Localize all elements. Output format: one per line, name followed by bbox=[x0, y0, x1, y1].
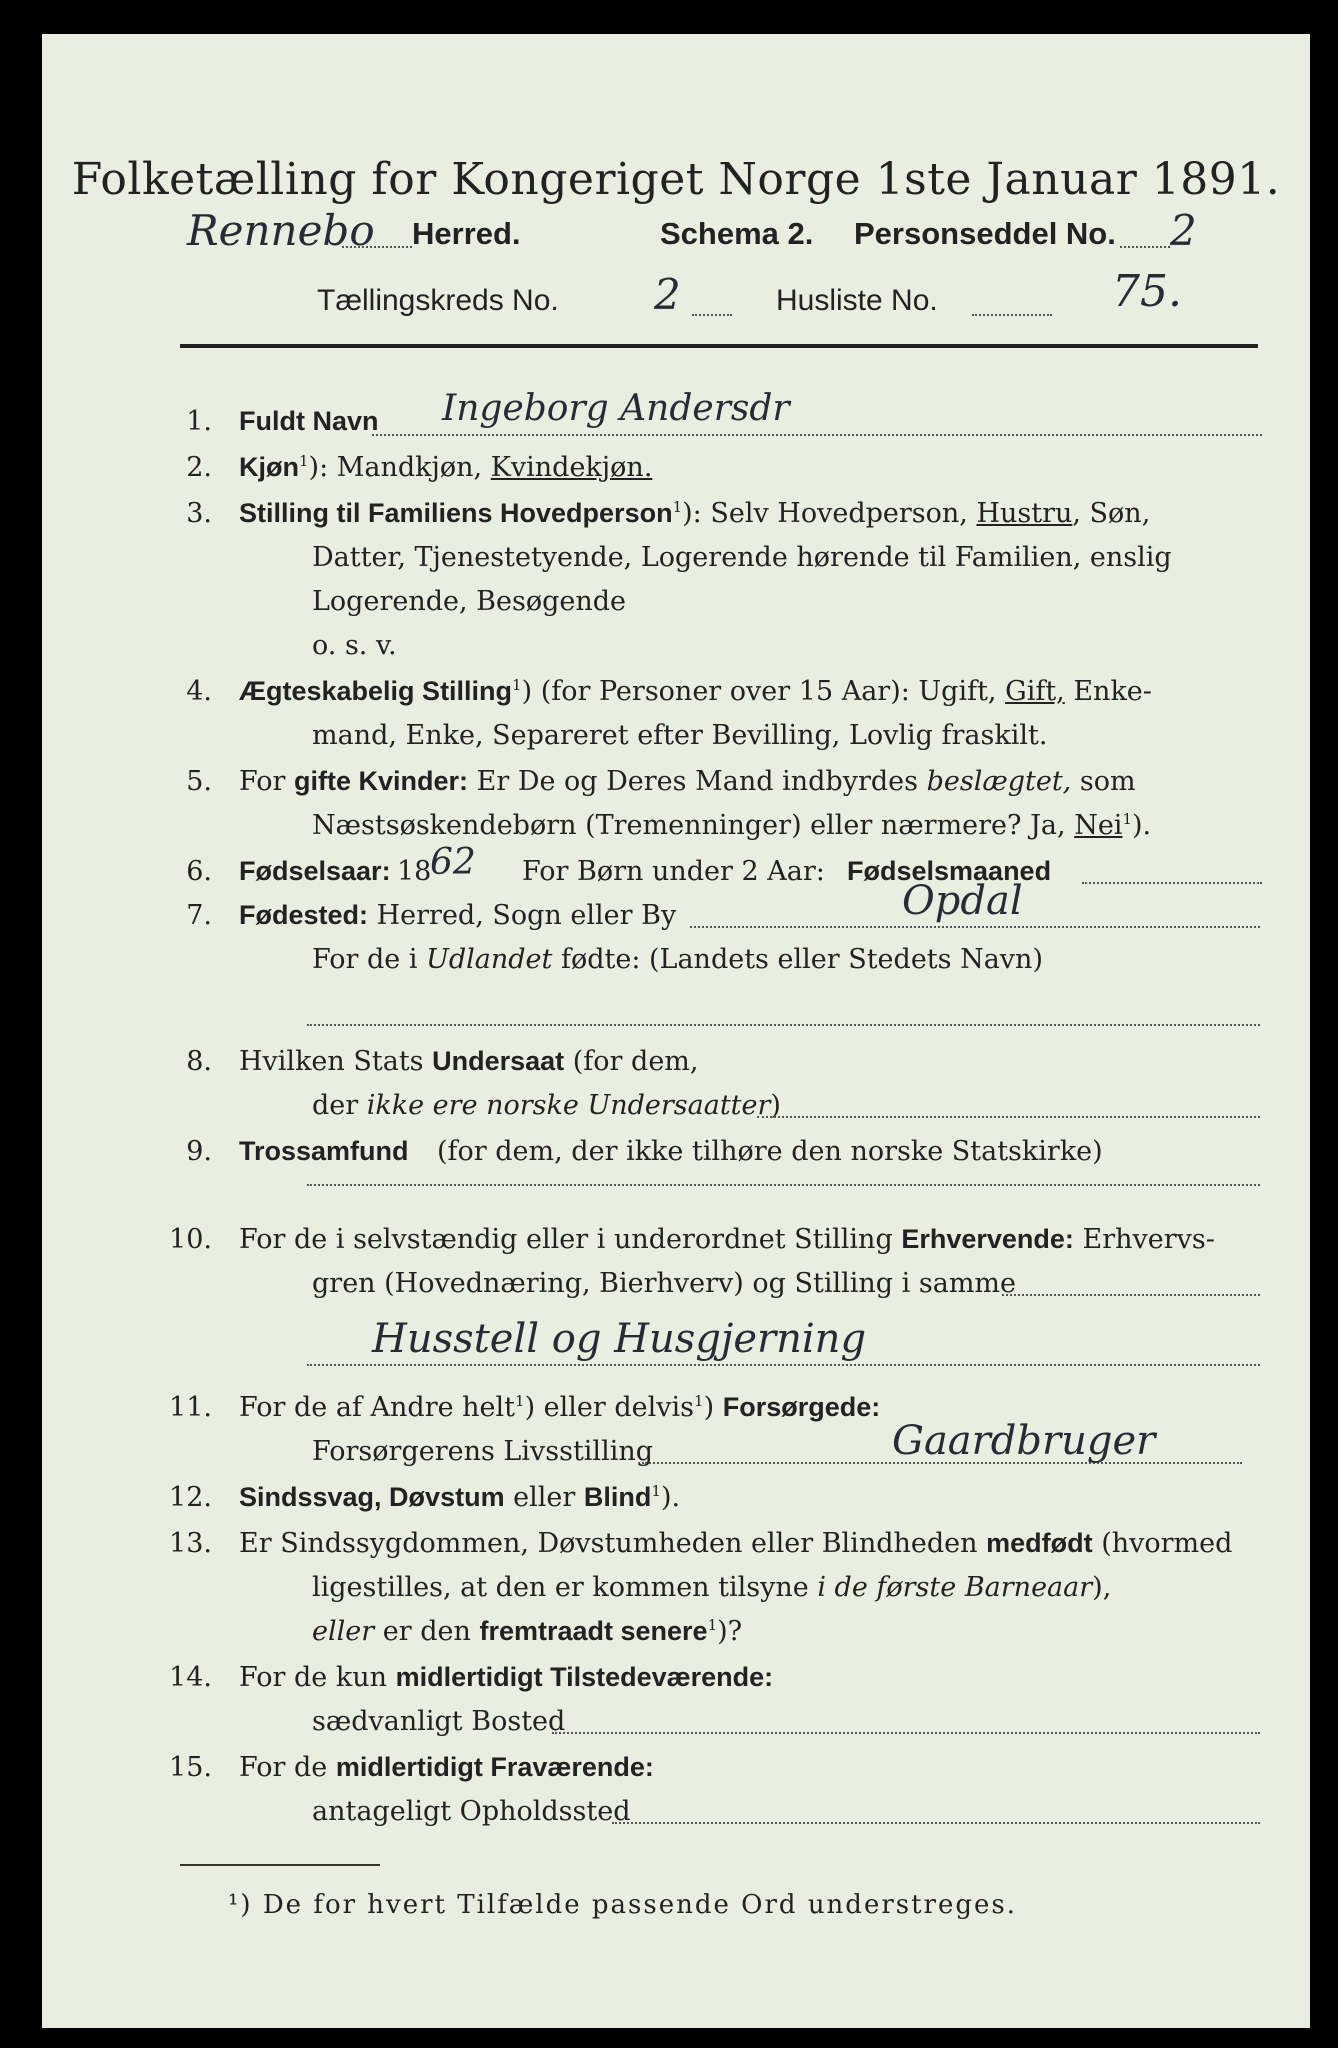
dotted-line bbox=[757, 1116, 1260, 1118]
item-number: 5. bbox=[186, 766, 212, 797]
kinship-selected: Nei bbox=[1074, 810, 1123, 841]
dotted-line bbox=[552, 1732, 1260, 1734]
item-text: Hvilken Stats bbox=[239, 1046, 424, 1077]
full-name-label: Fuldt Navn bbox=[239, 406, 379, 436]
religion-label: Trossamfund bbox=[239, 1136, 409, 1166]
item-text: (for dem, der ikke tilhøre den norske Statskirke) bbox=[437, 1136, 1103, 1167]
item-text: beslægtet, bbox=[926, 766, 1072, 797]
herred-handwritten: Rennebo bbox=[187, 206, 375, 255]
item-text: Herred, Sogn eller By bbox=[376, 900, 677, 931]
sex-selected: Kvindekjøn. bbox=[490, 452, 653, 483]
schema-label: Schema 2. bbox=[660, 216, 814, 251]
item-text: )? bbox=[717, 1616, 743, 1647]
item-number: 10. bbox=[169, 1224, 212, 1255]
item-number: 6. bbox=[186, 856, 212, 887]
header-row-2 bbox=[42, 266, 1310, 326]
item-text: Er De og Deres Mand indbyrdes bbox=[476, 766, 918, 797]
marital-status-selected: Gift, bbox=[1005, 676, 1065, 707]
marital-status-options: Enke- bbox=[1064, 676, 1152, 707]
item-text: antageligt Opholdssted bbox=[312, 1796, 631, 1827]
item-text: ikke ere norske Undersaatter bbox=[366, 1090, 771, 1121]
birthplace-label: Fødested: bbox=[239, 900, 369, 930]
item-text: fødte: (Landets eller Stedets Navn) bbox=[560, 944, 1043, 975]
item-text: (for dem, bbox=[572, 1046, 699, 1077]
footnote: ¹) De for hvert Tilfælde passende Ord understreges. bbox=[228, 1890, 1018, 1920]
family-position-options: o. s. v. bbox=[312, 630, 397, 661]
dotted-line bbox=[1002, 1294, 1260, 1296]
item-text: For de i bbox=[312, 944, 418, 975]
item-number: 9. bbox=[186, 1136, 212, 1167]
family-position-label: Stilling til Familiens Hovedperson bbox=[239, 498, 673, 528]
item-text: For bbox=[239, 766, 286, 797]
herred-label: Herred. bbox=[412, 216, 521, 251]
header-row-1 bbox=[42, 206, 1310, 262]
family-position-options: Datter, Tjenestetyende, Logerende hørende til Familien, enslig bbox=[312, 542, 1172, 573]
nationality-label: Undersaat bbox=[432, 1046, 565, 1076]
temporary-absent-label: midlertidigt Fraværende: bbox=[335, 1752, 654, 1782]
dotted-line bbox=[342, 246, 412, 248]
family-position-options: , Søn, bbox=[1072, 498, 1151, 529]
dotted-line bbox=[972, 314, 1052, 316]
personseddel-handwritten: 2 bbox=[1170, 206, 1197, 255]
item-number: 14. bbox=[169, 1662, 212, 1693]
item-number: 4. bbox=[186, 676, 212, 707]
occupation-handwritten: Husstell og Husgjerning bbox=[372, 1316, 867, 1362]
item-number: 11. bbox=[169, 1392, 212, 1423]
item-text: eller bbox=[312, 1616, 375, 1647]
marital-status-options: mand, Enke, Separeret efter Bevilling, Lovlig fraskilt. bbox=[312, 720, 1048, 751]
item-number: 3. bbox=[186, 498, 212, 529]
form-title: Folketælling for Kongeriget Norge 1ste Januar 1891. bbox=[71, 154, 1281, 205]
family-position-selected: Hustru bbox=[976, 498, 1073, 529]
item-number: 12. bbox=[169, 1482, 212, 1513]
item-text: er den bbox=[382, 1616, 471, 1647]
sex-label: Kjøn bbox=[239, 452, 299, 482]
personseddel-label: Personseddel No. bbox=[854, 216, 1116, 251]
item-text: ). bbox=[660, 1482, 681, 1513]
disability-label: Sindssvag, Døvstum bbox=[239, 1482, 505, 1512]
footnote-rule bbox=[180, 1864, 380, 1866]
family-position-options: Logerende, Besøgende bbox=[312, 586, 626, 617]
item-text: ), bbox=[1092, 1572, 1112, 1603]
dotted-line bbox=[307, 1184, 1260, 1186]
birth-year-label: Fødselsaar: bbox=[239, 856, 391, 886]
husliste-handwritten: 75. bbox=[1112, 266, 1182, 317]
item-number: 2. bbox=[186, 452, 212, 483]
item-text: Er Sindssygdommen, Døvstumheden eller Blindheden bbox=[239, 1528, 978, 1559]
dotted-line bbox=[307, 1364, 1260, 1366]
kreds-label: Tællingskreds No. bbox=[317, 284, 559, 317]
item-text: gren (Hovednæring, Bierhverv) og Stilling i samme bbox=[312, 1268, 1017, 1299]
dotted-line bbox=[692, 314, 732, 316]
occupation-label: Erhvervende: bbox=[901, 1224, 1074, 1254]
header-rule bbox=[180, 344, 1258, 348]
supporter-handwritten: Gaardbruger bbox=[892, 1418, 1156, 1464]
item-text: eller bbox=[513, 1482, 576, 1513]
birth-year-prefix: 18 bbox=[397, 856, 432, 887]
birth-year-handwritten: 62 bbox=[430, 842, 476, 883]
item-number: 15. bbox=[169, 1752, 212, 1783]
item-text: ). bbox=[1132, 810, 1152, 841]
item-text: Forsørgerens Livsstilling bbox=[312, 1436, 654, 1467]
footnote-marker: 1 bbox=[299, 452, 309, 470]
sex-options: ): Mandkjøn, bbox=[308, 452, 483, 483]
item-text: i de første Barneaar bbox=[817, 1572, 1093, 1603]
item-text: For de i selvstændig eller i underordnet Stilling bbox=[239, 1224, 893, 1255]
item-text: For de af Andre helt bbox=[239, 1392, 516, 1423]
full-name-handwritten: Ingeborg Andersdr bbox=[442, 388, 790, 429]
item-text: (hvormed bbox=[1101, 1528, 1233, 1559]
supported-label: Forsørgede: bbox=[722, 1392, 881, 1422]
congenital-label: medfødt bbox=[986, 1528, 1093, 1558]
dotted-line bbox=[1120, 246, 1170, 248]
item-text: der bbox=[312, 1090, 359, 1121]
item-text: ligestilles, at den er kommen tilsyne bbox=[312, 1572, 809, 1603]
item-number: 8. bbox=[186, 1046, 212, 1077]
item-text: ) eller delvis bbox=[524, 1392, 695, 1423]
dotted-line bbox=[307, 1024, 1260, 1026]
dotted-line bbox=[690, 926, 1260, 928]
item-text: sædvanligt Bosted bbox=[312, 1706, 566, 1737]
dotted-line bbox=[1082, 882, 1262, 884]
marital-status-label: Ægteskabelig Stilling bbox=[239, 676, 513, 706]
item-number: 1. bbox=[186, 406, 212, 437]
item-10-answer bbox=[42, 1316, 1310, 1376]
item-text: Næstsøskendebørn (Tremenninger) eller nærmere? Ja, bbox=[312, 810, 1066, 841]
item-text: For Børn under 2 Aar: bbox=[522, 856, 825, 887]
birth-month-label: Fødselsmaaned bbox=[847, 856, 1052, 886]
later-onset-label: fremtraadt senere bbox=[479, 1616, 708, 1646]
blind-label: Blind bbox=[583, 1482, 652, 1512]
dotted-line bbox=[372, 434, 1262, 436]
married-women-label: gifte Kvinder: bbox=[294, 766, 469, 796]
census-form: Folketælling for Kongeriget Norge 1ste Januar 1891. Rennebo Herred. Schema 2. Personseddel No. 2 Tællingskreds No. 2 Husliste No. 75. 1. Fuldt Navn Ingeborg Andersdr 2. Kjøn$^1$): Mandkjøn, Kvindekjøn. 3. Stilling til Familiens Hovedperson$^1$): Selv Hovedperson, Hustru, Søn, Datter, Tjenestetyende, Logerende hørende til Familien, enslig Logerende, Besøgende o. s. v. 4. Ægteskabelig Stilling$^1$) (for Personer over 15 Aar): Ugift, Gift, Enke- mand, Enke, Separeret efter Bevilling, Lovlig fraskilt. 5. For gifte Kvinder: Er De og Deres Mand indbyrdes beslægtet, som Næstsøskendebørn (Tremenninger) eller nærmere? Ja, Nei$^1$). 6. Fødselsaar: 18 62 For Børn under 2 Aar: Fødselsmaaned 7. Fødested: Herred, Sogn eller By Opdal For de i Udlandet fødte: (Landets eller Stedets Navn) 8. Hvilken Stats Undersaat (for dem, der ikke ere norske Undersaatter) 9. Trossamfund (for dem, der ikke tilhøre den norske Statskirke) 10. For de i selvstændig eller i underordnet Stilling Erhvervende: Erhvervs- gren (Hovednæring, Bierhverv) og Stilling i samme Husstell og Husgjerning 11. For de af Andre helt$^1$) eller delvis$^1$) Forsørgede: Forsørgerens Livsstilling Gaardbruger 12. Sindssvag, Døvstum eller Blind$^1$). 13. Er Sindssygdommen, Døvstumheden eller Blindheden medfødt (hvormed ligestilles, at den er kommen tilsyne i de første Barneaar), eller er den fremtraadt senere$^1$)? 14. For de kun midlertidigt Tilstedeværende: sædvanligt Bosted 15. For de midlertidigt Fraværende: antageligt Opholdssted ¹) De for hvert Tilfælde passende Ord understreges. bbox=[42, 34, 1310, 2028]
dotted-line bbox=[612, 1822, 1260, 1824]
item-text: For de bbox=[239, 1752, 328, 1783]
item-number: 13. bbox=[169, 1528, 212, 1559]
item-text: Erhvervs- bbox=[1082, 1224, 1215, 1255]
family-position-options: ): Selv Hovedperson, bbox=[682, 498, 968, 529]
birthplace-handwritten: Opdal bbox=[902, 878, 1023, 924]
item-text: som bbox=[1079, 766, 1136, 797]
temporary-present-label: midlertidigt Tilstedeværende: bbox=[395, 1662, 774, 1692]
marital-status-options: ) (for Personer over 15 Aar): Ugift, bbox=[521, 676, 997, 707]
kreds-handwritten: 2 bbox=[654, 270, 681, 319]
item-text: For de kun bbox=[239, 1662, 387, 1693]
item-number: 7. bbox=[186, 900, 212, 931]
husliste-label: Husliste No. bbox=[776, 284, 938, 317]
item-text: Udlandet bbox=[426, 944, 553, 975]
